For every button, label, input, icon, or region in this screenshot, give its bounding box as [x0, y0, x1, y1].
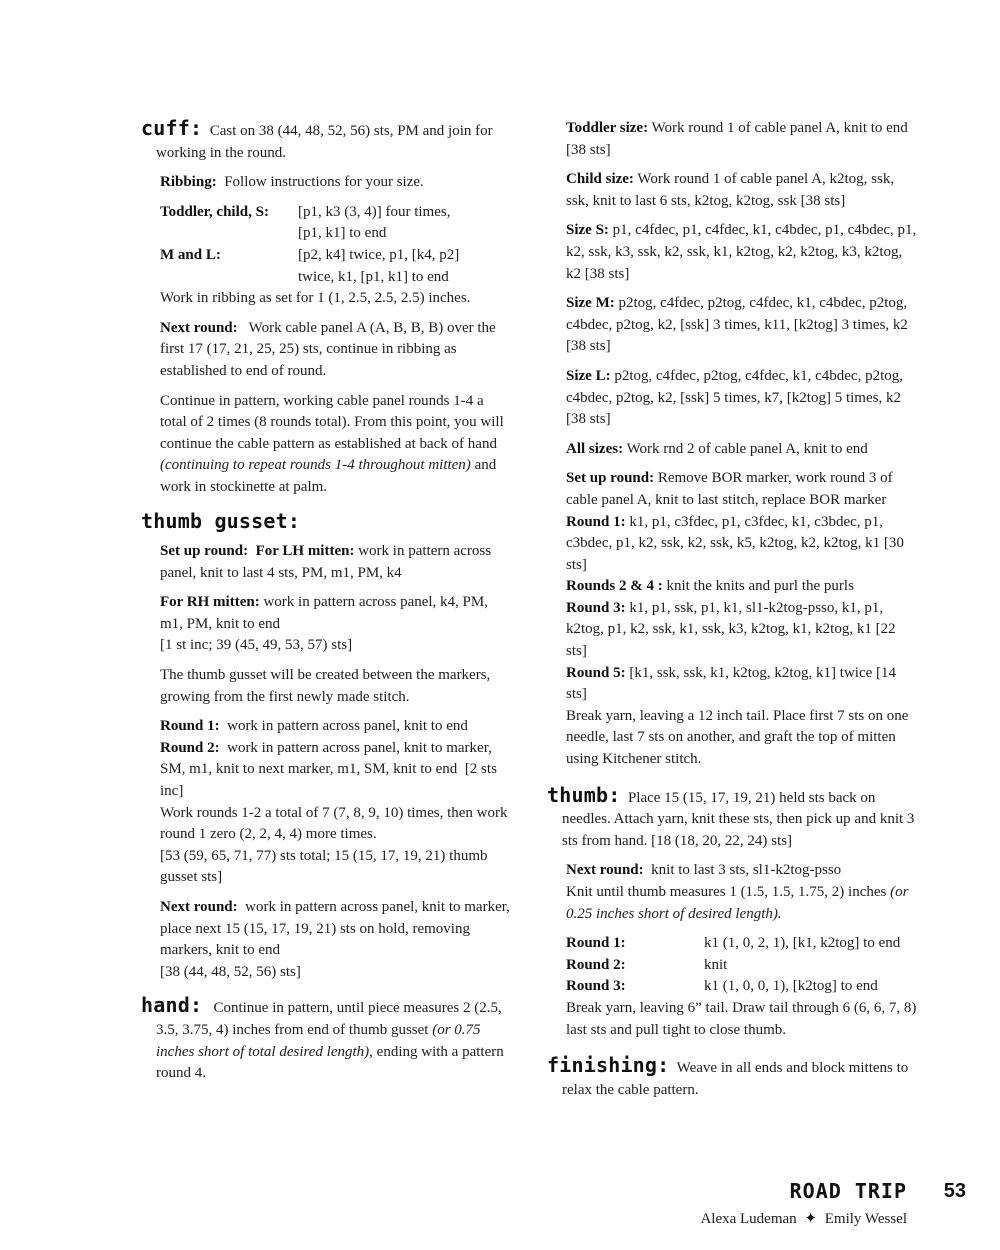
thumb-gusset-heading-line: [141, 508, 513, 536]
top-round1-text: k1, p1, c3fdec, p1, c3fdec, k1, c3bdec, p1, c3bdec, p1, k2, ssk, k2, ssk, k5, k2tog, k2, k2tog, k1 [30 sts]: [566, 513, 904, 573]
top-round3: [566, 598, 919, 663]
size-m: [566, 293, 919, 358]
top-round5-label: Round 5:: [566, 664, 626, 681]
thumb-round-text: k1 (1, 0, 0, 1), [k2tog] to end: [704, 978, 878, 995]
size-l-label: Size L:: [566, 367, 611, 384]
hand-italic: (or 0.75 inches short of total desired length): [156, 1021, 481, 1060]
size-s: [566, 220, 919, 285]
thumb-round-row: [566, 933, 900, 955]
ribbing-row: [160, 202, 459, 245]
ribbing-row-line1: [p2, k4] twice, p1, [k4, p2]: [298, 246, 460, 263]
gusset-next-round: [160, 897, 513, 983]
gusset-setup-lh: [160, 541, 513, 584]
top-round24-text: knit the knits and purl the purls: [666, 578, 854, 595]
top-round3-text: k1, p1, ssk, p1, k1, sl1-k2tog-psso, k1, p1, k2tog, p1, k2, ssk, k1, ssk, k3, k2tog, k1, k2tog, k1 [22 sts]: [566, 599, 896, 660]
round1-label: Round 1:: [160, 718, 220, 735]
continue-text: Continue in pattern, working cable panel rounds 1-4 a total of 2 times (8 rounds total). From this point, you will continue the cable pattern as established at back of hand: [160, 392, 504, 452]
ribbing-row-line1: [p1, k3 (3, 4)] four times,: [298, 203, 451, 220]
ribbing-row-label: Toddler, child, S:: [160, 203, 269, 220]
hand-text: Continue in pattern, until piece measures 2 (2.5, 3.5, 3.75, 4) inches from end of thumb gusset: [156, 1000, 502, 1038]
setup-label: Set up round:: [160, 543, 249, 560]
right-column: [547, 118, 919, 1109]
thumb-rounds-table: [566, 933, 900, 998]
gusset-setup-rh: [160, 592, 513, 657]
cuff-body: [160, 172, 513, 498]
child-size: [566, 169, 919, 212]
lh-text: work in pattern across panel, knit to last 4 sts, PM, m1, PM, k4: [160, 543, 492, 581]
next-round-text: Work cable panel A (A, B, B, B) over the first 17 (17, 21, 25, 25) sts, continue in ribbing as established to end of round.: [160, 319, 496, 379]
thumb-gusset-body: [160, 541, 513, 983]
child-text: Work round 1 of cable panel A, k2tog, ssk, ssk, knit to last 6 sts, k2tog, k2tog, ssk [38 sts]: [566, 171, 895, 209]
footer-authors: [700, 1209, 907, 1231]
size-s-label: Size S:: [566, 222, 609, 239]
cuff-heading: cuff:: [141, 116, 203, 140]
ribbing-table: [160, 202, 459, 288]
thumb-gusset-heading: thumb gusset:: [141, 508, 301, 533]
thumb-section: [547, 782, 919, 853]
cuff-intro: Cast on 38 (44, 48, 52, 56) sts, PM and join for working in the round.: [156, 123, 493, 161]
ribbing-row-label: M and L:: [160, 246, 221, 263]
rh-label: For RH mitten:: [160, 594, 260, 611]
all-sizes-label: All sizes:: [566, 440, 624, 457]
top-break: Break yarn, leaving a 12 inch tail. Place first 7 sts on one needle, last 7 sts on another, and graft the top of mitten using Kitchener stitch.: [566, 707, 909, 768]
top-round5-text: [k1, ssk, ssk, k1, k2tog, k2tog, k1] twice [14 sts]: [566, 664, 897, 703]
footer-title: ROAD TRIP: [789, 1179, 907, 1203]
gusset-created: The thumb gusset will be created between the markers, growing from the first newly made stitch.: [160, 667, 491, 705]
thumb-intro: Place 15 (15, 17, 19, 21) held sts back on needles. Attach yarn, knit these sts, then pick up and knit 3 sts from hand. [18 (18, 20, 22, 24) sts]: [562, 789, 915, 849]
thumb-knit-until: Knit until thumb measures 1 (1.5, 1.5, 1.75, 2) inches: [566, 884, 891, 900]
author-name: Alexa Ludeman: [700, 1211, 797, 1227]
cuff-continue: [160, 391, 513, 499]
top-setup-text: Remove BOR marker, work round 3 of cable panel A, knit to last stitch, replace BOR marker: [566, 470, 893, 508]
ribbing-work: Work in ribbing as set for 1 (1, 2.5, 2.5, 2.5) inches.: [160, 290, 471, 307]
round2-text: work in pattern across panel, knit to marker, SM, m1, knit to next marker, m1, SM, knit to end: [160, 739, 492, 778]
gusset-work-rounds: Work rounds 1-2 a total of 7 (7, 8, 9, 10) times, then work round 1 zero (2, 2, 4, 4) more times.: [160, 804, 508, 843]
continue-italic: (continuing to repeat rounds 1-4 throughout mitten): [160, 457, 471, 474]
star-separator-icon: ✦: [804, 1211, 817, 1227]
rh-text: work in pattern across panel, k4, PM, m1, PM, knit to end: [160, 594, 488, 632]
top-round1: [566, 512, 919, 577]
child-label: Child size:: [566, 171, 634, 188]
top-round3-label: Round 3:: [566, 599, 626, 616]
rh-count: [1 st inc; 39 (45, 49, 53, 57) sts]: [160, 637, 353, 654]
hand-sizes-body: [566, 118, 919, 771]
thumb-break: Break yarn, leaving 6” tail. Draw tail through 6 (6, 6, 7, 8) last sts and pull tight to close thumb.: [566, 999, 917, 1038]
ribbing-row: [160, 245, 459, 288]
thumb-round-row: [566, 955, 900, 977]
left-column: [141, 118, 513, 1093]
thumb-heading: thumb:: [547, 782, 621, 807]
cuff-next-round: [160, 318, 513, 383]
ribbing-row-line2: twice, k1, [p1, k1] to end: [298, 268, 449, 285]
thumb-round-text: k1 (1, 0, 2, 1), [k1, k2tog] to end: [704, 935, 901, 952]
thumb-round-row: [566, 976, 900, 998]
continue-text-end: and work in stockinette at palm.: [160, 457, 497, 495]
thumb-round-label: Round 2:: [566, 956, 626, 973]
thumb-next-round: [566, 860, 919, 925]
top-round24-label: Rounds 2 & 4 :: [566, 578, 663, 595]
round2-label: Round 2:: [160, 739, 220, 756]
finishing-heading: finishing:: [547, 1053, 670, 1078]
finishing-section: [547, 1055, 919, 1101]
all-sizes: [566, 439, 919, 461]
next-round-count: [38 (44, 48, 52, 56) sts]: [160, 963, 301, 980]
lh-label: For LH mitten:: [255, 543, 355, 560]
next-round-label: Next round:: [160, 899, 238, 915]
size-s-text: p1, c4fdec, p1, c4fdec, k1, c4bdec, p1, c4bdec, p1, k2, ssk, k3, ssk, k2, ssk, k1, k2tog, k2, k2tog, k3, k2tog, k2 [38 sts]: [566, 222, 917, 282]
round1-text: work in pattern across panel, knit to end: [227, 718, 468, 735]
thumb-round-label: Round 1:: [566, 935, 626, 952]
ribbing-row-line2: [p1, k1] to end: [298, 225, 387, 242]
size-l: [566, 366, 919, 431]
thumb-round-label: Round 3:: [566, 978, 626, 995]
top-round5: [566, 663, 919, 706]
toddler-size: [566, 118, 919, 161]
ribbing-label: Ribbing:: [160, 174, 217, 191]
page-number: 53: [943, 1180, 966, 1202]
thumb-next-round-text: knit to last 3 sts, sl1-k2tog-psso: [651, 862, 842, 879]
thumb-body: [566, 860, 919, 1041]
gusset-round2: [160, 738, 513, 803]
top-round24: [566, 576, 919, 598]
cuff-section: [141, 118, 513, 164]
hand-text-end: , ending with a pattern round 4.: [156, 1043, 504, 1082]
next-round-text: work in pattern across panel, knit to marker, place next 15 (15, 17, 19, 21) sts on hold, removing markers, knit to end: [160, 899, 510, 959]
top-setup-label: Set up round:: [566, 470, 655, 487]
top-setup-round: [566, 468, 919, 511]
all-sizes-text: Work rnd 2 of cable panel A, knit to end: [626, 440, 868, 457]
size-m-text: p2tog, c4fdec, p2tog, c4fdec, k1, c4bdec, p2tog, c4bdec, p2tog, k2, [ssk] 3 times, k11, [k2tog] 3 times, k2 [38 sts]: [566, 295, 908, 355]
thumb-knit-until-italic: (or 0.25 inches short of desired length).: [566, 884, 909, 922]
ribbing-text: Follow instructions for your size.: [224, 174, 424, 191]
finishing-text: Weave in all ends and block mittens to relax the cable pattern.: [562, 1060, 909, 1098]
size-m-label: Size M:: [566, 295, 615, 312]
toddler-text: Work round 1 of cable panel A, knit to end [38 sts]: [566, 120, 908, 158]
size-l-text: p2tog, c4fdec, p2tog, c4fdec, k1, c4bdec, p2tog, c4bdec, p2tog, k2, [ssk] 5 times, k7, [k2tog] 5 times, k2 [38 sts]: [566, 367, 903, 428]
gusset-totals: [53 (59, 65, 71, 77) sts total; 15 (15, 17, 19, 21) thumb gusset sts]: [160, 847, 488, 886]
hand-heading: hand:: [141, 993, 203, 1018]
next-round-label: Next round:: [160, 319, 238, 336]
round2-inc: [2 sts inc]: [160, 761, 497, 800]
gusset-round1: [160, 716, 513, 738]
thumb-round-text: knit: [704, 956, 728, 973]
author-name: Emily Wessel: [824, 1211, 907, 1227]
hand-section: [141, 995, 513, 1084]
thumb-next-round-label: Next round:: [566, 862, 644, 879]
top-round1-label: Round 1:: [566, 513, 626, 530]
ribbing-line: [160, 172, 513, 194]
toddler-label: Toddler size:: [566, 120, 649, 136]
